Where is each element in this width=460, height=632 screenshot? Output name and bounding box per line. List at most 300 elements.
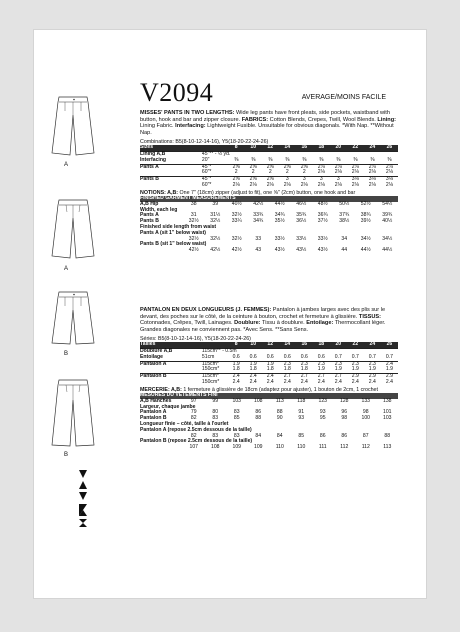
table-cell: 37¾: [339, 212, 350, 219]
table-cell: 86: [341, 432, 348, 439]
table-cell: Pantalon A: [140, 361, 202, 367]
table-cell: 3⅛: [364, 177, 381, 183]
table-cell: 2⅝: [262, 164, 279, 170]
table-cell: 14: [279, 342, 296, 348]
table-cell: Pants A (sit 1" below waist): [140, 229, 207, 236]
table-cell: 93: [298, 415, 305, 422]
description-fr: [140, 307, 398, 333]
table-cell: 20: [330, 342, 347, 348]
table-cell: 3: [296, 177, 313, 183]
table-cell: [140, 445, 162, 451]
table-cell: 115cm** - 0.5m: [201, 348, 237, 354]
table-cell: ⅜: [251, 156, 256, 163]
table-cell: 2⅝: [228, 177, 245, 183]
table-cell: 38: [190, 200, 197, 207]
table-cell: 0.7: [368, 353, 376, 360]
table-cell: 2⅛: [351, 181, 359, 188]
table-cell: 18: [313, 342, 330, 348]
table-cell: 2: [234, 169, 238, 176]
table-cell: 2.4: [385, 378, 393, 385]
table-cell: 0.7: [351, 353, 359, 360]
table-cell: 2.9: [381, 374, 398, 380]
table-cell: 2⅛: [300, 181, 308, 188]
table-cell: 86: [319, 432, 326, 439]
table-cell: 2⅝: [228, 164, 245, 170]
pants-a-front-sketch: [50, 95, 96, 157]
table-row: [140, 445, 398, 451]
table-cell: 37½: [317, 218, 328, 225]
table-cell: 113: [275, 397, 284, 404]
table-cell: 32½: [231, 235, 242, 242]
table-cell: 42½: [210, 247, 221, 254]
table-cell: ⅜: [370, 156, 375, 163]
table-cell: 34: [341, 235, 348, 242]
table-cell: 54½: [382, 200, 393, 207]
table-cell: 2⅛: [249, 181, 257, 188]
table-cell: 115cm*: [202, 361, 228, 367]
table-cell: 90: [276, 415, 283, 422]
table-cell: 24: [364, 342, 381, 348]
table-row: [140, 183, 398, 189]
table-cell: 1.8: [283, 366, 291, 373]
table-cell: 38½: [339, 218, 350, 225]
notions-text: 1 fermeture à glissière de 18cm (adaptez pour ajuster), 1 bouton de 2cm, 1 crochet: [181, 386, 378, 393]
difficulty-label: AVERAGE/MOINS FACILE: [301, 94, 386, 101]
table-cell: 2.4: [381, 361, 398, 367]
table-cell: 32½: [188, 235, 199, 242]
table-cell: 2.4: [368, 378, 376, 385]
table-cell: 12: [262, 145, 279, 151]
table-cell: 50½: [339, 200, 350, 207]
table-cell: 138: [383, 397, 392, 404]
yardage-table-fr: [140, 342, 398, 386]
table-cell: 2.7: [313, 374, 330, 380]
table-cell: 2⅛: [283, 181, 291, 188]
table-cell: 112: [340, 444, 349, 451]
notions-text: One 7" (18cm) zipper (adjust to fit), one ⅝" (2cm) button, one hook and bar: [178, 189, 356, 196]
table-cell: ⅜: [353, 156, 358, 163]
sketch-label: A: [64, 162, 69, 168]
table-cell: 8: [228, 145, 245, 151]
table-cell: [140, 183, 202, 189]
combinations-fr: Séries: B5(8-10-12-14-16), Y5(18-20-22-24-26): [140, 336, 251, 342]
table-cell: 0.7: [385, 353, 393, 360]
table-cell: 2⅛: [334, 181, 342, 188]
table-cell: 2.4: [300, 378, 308, 385]
table-cell: 33¾: [253, 212, 264, 219]
table-cell: Largeur, chaque jambe: [140, 403, 196, 410]
table-cell: Width, each leg: [140, 206, 178, 213]
table-cell: 107: [189, 444, 198, 451]
table-cell: 2⅛: [232, 181, 240, 188]
table-cell: 44: [341, 247, 348, 254]
table-cell: 0.6: [266, 353, 274, 360]
table-cell: 82: [190, 415, 197, 422]
table-cell: 43½: [317, 247, 328, 254]
lining-text: Tissu à doublure.: [260, 320, 307, 326]
table-cell: 2⅝: [296, 164, 313, 170]
table-cell: 2.4: [245, 374, 262, 380]
table-cell: 2.4: [249, 378, 257, 385]
measurements-table-en: [140, 196, 398, 254]
table-cell: ⅜: [336, 156, 341, 163]
table-cell: Interfacing: [140, 156, 167, 163]
combinations-en: Combinations: B5(8-10-12-14-16), Y5(18-20-22-24-26): [140, 139, 269, 145]
table-cell: 2.9: [364, 374, 381, 380]
table-cell: 32½: [210, 235, 221, 242]
table-cell: Entoilage: [140, 353, 163, 360]
lining-label: Doublure:: [234, 320, 261, 326]
table-cell: 2.3: [279, 361, 296, 367]
table-cell: 2⅝: [245, 164, 262, 170]
table-cell: ⅜: [268, 156, 273, 163]
table-cell: 2⅞: [364, 164, 381, 170]
table-cell: Pants B: [140, 177, 202, 183]
table-cell: 22: [347, 145, 364, 151]
table-cell: 2⅛: [385, 181, 393, 188]
table-cell: 1.9: [317, 366, 325, 373]
fabrics-text: Cotonnades, Crêpes, Twill, Lainages.: [140, 320, 235, 326]
table-cell: 109: [254, 444, 263, 451]
fabrics-label: FABRICS:: [241, 116, 269, 123]
table-cell: 1.9: [262, 361, 279, 367]
table-cell: 3: [313, 177, 330, 183]
table-cell: 3⅛: [347, 177, 364, 183]
table-cell: 2⅝: [279, 164, 296, 170]
table-cell: 33½: [274, 235, 285, 242]
table-cell: 2.4: [232, 378, 240, 385]
table-cell: 35¾: [296, 212, 307, 219]
table-cell: 40½: [231, 200, 242, 207]
table-cell: 96: [341, 409, 348, 416]
table-cell: 98: [362, 409, 369, 416]
table-cell: 108: [254, 397, 263, 404]
table-cell: 98: [341, 415, 348, 422]
yardage-table-en: [140, 145, 398, 189]
table-cell: 2.4: [283, 378, 291, 385]
table-cell: 2.7: [330, 374, 347, 380]
table-cell: 1.9: [334, 366, 342, 373]
table-cell: Pants B: [140, 218, 159, 225]
french-section: [140, 307, 398, 451]
table-cell: 112: [361, 444, 370, 451]
table-cell: 34½: [360, 235, 371, 242]
table-cell: 2.4: [266, 378, 274, 385]
table-cell: 103: [383, 415, 392, 422]
table-cell: 2⅛: [334, 169, 342, 176]
lining-label: Lining:: [377, 116, 396, 123]
pants-a-back-sketch: [50, 198, 96, 260]
table-cell: [162, 248, 184, 254]
table-cell: 16: [296, 145, 313, 151]
table-cell: 110: [275, 444, 284, 451]
table-cell: 39: [212, 200, 219, 207]
table-cell: 34¾: [253, 218, 264, 225]
table-cell: 83: [212, 432, 219, 439]
table-cell: 18: [313, 145, 330, 151]
table-cell: 1.8: [249, 366, 257, 373]
table-row: [140, 380, 398, 386]
table-cell: 2: [251, 169, 255, 176]
table-cell: 80: [212, 409, 219, 416]
table-cell: A,B Hip: [140, 200, 159, 207]
table-cell: 101: [383, 409, 392, 416]
table-cell: 33½: [317, 235, 328, 242]
table-cell: 88: [384, 432, 391, 439]
table-cell: 43½: [274, 247, 285, 254]
table-cell: 2⅛: [317, 169, 325, 176]
table-cell: 133: [361, 397, 370, 404]
table-cell: 32½: [188, 218, 199, 225]
table-cell: 42½: [231, 247, 242, 254]
table-cell: 2.7: [279, 374, 296, 380]
table-cell: 33¼: [231, 218, 242, 225]
table-cell: 2.4: [351, 378, 359, 385]
table-cell: 88: [276, 409, 283, 416]
table-cell: ⅜: [302, 156, 307, 163]
table-cell: 85: [298, 432, 305, 439]
table-cell: 52½: [360, 200, 371, 207]
pattern-header: [140, 78, 390, 108]
table-cell: 2⅝: [245, 177, 262, 183]
table-cell: 3: [330, 177, 347, 183]
table-cell: ⅜: [285, 156, 290, 163]
table-cell: 2: [285, 169, 289, 176]
interfacing-text: Thermocollant léger. Grandes diagonales ne conviennent pas. *Avec Sens. **Sans Sens.: [140, 320, 386, 333]
table-cell: 2.9: [347, 374, 364, 380]
table-cell: 2.3: [347, 361, 364, 367]
table-cell: 1.8: [266, 366, 274, 373]
table-cell: 2⅛: [368, 169, 376, 176]
notions-label: MERCERIE: A,B:: [140, 386, 182, 393]
table-cell: 10: [245, 342, 262, 348]
table-cell: Longueur finie – côté, taille à l'ourlet: [140, 420, 229, 427]
interfacing-text: Lightweight Fusible. Unsuitable for obvious diagonals. *With Nap. **Without Nap.: [140, 123, 394, 136]
table-cell: 48½: [317, 200, 328, 207]
table-cell: 87: [362, 432, 369, 439]
table-cell: 2.3: [296, 361, 313, 367]
section-title: MESURES DU VÊTEMENTS FINI: [140, 393, 398, 399]
table-cell: 84: [255, 432, 262, 439]
table-cell: 97: [190, 397, 197, 404]
table-cell: 16: [296, 342, 313, 348]
table-cell: 109: [232, 444, 241, 451]
table-cell: 1.9: [368, 366, 376, 373]
description-heading: MISSES' PANTS IN TWO LENGTHS:: [140, 110, 235, 116]
table-cell: ⅜: [319, 156, 324, 163]
table-cell: Tailles: [140, 342, 202, 348]
table-cell: 110: [297, 444, 306, 451]
table-cell: Finished side length from waist: [140, 223, 217, 230]
table-cell: 2: [268, 169, 272, 176]
table-cell: ⅜: [387, 156, 392, 163]
table-cell: Pantalon A: [140, 409, 167, 416]
description-text: Wide leg pants have front pleats, side pockets, waistband with button, hook and bar and zipper closure.: [140, 110, 390, 123]
pants-b-front-sketch: [50, 290, 96, 346]
table-cell: 0.6: [317, 353, 325, 360]
table-cell: 2.7: [296, 374, 313, 380]
table-cell: 60"*: [201, 169, 212, 176]
table-cell: 2.4: [262, 374, 279, 380]
interfacing-label: Entoilage:: [306, 320, 334, 326]
table-cell: 82: [190, 432, 197, 439]
table-cell: 2⅞: [347, 164, 364, 170]
table-cell: Doublure A,B: [140, 349, 202, 355]
measurements-table-fr: [140, 393, 398, 451]
table-cell: 51cm: [201, 353, 215, 360]
table-cell: Sizes: [140, 145, 202, 151]
table-cell: 42½: [188, 247, 199, 254]
table-cell: 2⅞: [330, 164, 347, 170]
table-cell: [140, 248, 162, 254]
table-cell: [140, 380, 202, 386]
table-cell: 2⅞: [313, 164, 330, 170]
table-cell: 35½: [274, 218, 285, 225]
section-title: FINISHED GARMENT MEASUREMENTS: [140, 196, 398, 202]
table-cell: Lining A,B: [140, 152, 202, 158]
table-cell: 31: [190, 212, 197, 219]
table-cell: 83: [212, 415, 219, 422]
table-cell: 14: [279, 145, 296, 151]
table-cell: [162, 445, 184, 451]
table-cell: 26: [381, 342, 398, 348]
table-cell: 33½: [296, 235, 307, 242]
pants-b-back-sketch: [50, 378, 96, 448]
table-cell: 44½: [274, 200, 285, 207]
table-cell: 26: [381, 145, 398, 151]
table-cell: 2.3: [330, 361, 347, 367]
table-cell: 2.4: [317, 378, 325, 385]
interfacing-label: Interfacing:: [175, 123, 206, 129]
table-cell: 115cm*: [202, 374, 228, 380]
table-cell: 2.4: [334, 378, 342, 385]
lining-text: Lining Fabric.: [140, 123, 176, 129]
table-cell: 40½: [382, 218, 393, 225]
table-cell: 0.6: [283, 353, 291, 360]
table-cell: 31½: [210, 212, 221, 219]
table-cell: 3: [279, 177, 296, 183]
table-cell: 12: [262, 342, 279, 348]
table-cell: 2.3: [364, 361, 381, 367]
table-cell: 91: [298, 409, 305, 416]
table-cell: 46½: [296, 200, 307, 207]
table-cell: 45"*: [202, 164, 228, 170]
table-cell: 83: [233, 409, 240, 416]
notions-label: NOTIONS: A,B:: [140, 189, 179, 196]
table-cell: Pants A: [140, 212, 159, 219]
table-cell: 60"*: [201, 181, 212, 188]
table-cell: 2⅛: [351, 169, 359, 176]
table-cell: 0.7: [334, 353, 342, 360]
table-cell: 20": [201, 156, 210, 163]
table-cell: 85: [233, 415, 240, 422]
description-text: Pantalon à jambes larges avec des plis sur le devant, des poches sur le côté, de la ceinture à bouton, crochet et fermeture à glissière.: [140, 307, 386, 320]
table-cell: 118: [297, 397, 306, 404]
table-cell: 108: [211, 444, 220, 451]
table-cell: 34¾: [274, 212, 285, 219]
table-cell: 32½: [231, 212, 242, 219]
table-cell: 43½: [296, 247, 307, 254]
table-cell: 42½: [253, 200, 264, 207]
pattern-number: V2094: [140, 78, 214, 107]
english-section: [140, 110, 398, 254]
table-cell: 111: [318, 444, 327, 451]
table-cell: 2.4: [228, 374, 245, 380]
table-cell: 95: [319, 415, 326, 422]
table-cell: 2⅛: [266, 181, 274, 188]
table-cell: Pantalon B (repose 2.5cm dessous de la taille): [140, 438, 253, 445]
table-cell: 0.6: [300, 353, 308, 360]
sketch-label: B: [64, 351, 69, 357]
table-cell: 44½: [382, 247, 393, 254]
table-cell: 84: [276, 432, 283, 439]
table-cell: 113: [383, 444, 392, 451]
description-heading: PANTALON EN DEUX LONGUEURS (J. FEMMES):: [140, 307, 272, 313]
table-cell: 150cm*: [201, 378, 220, 385]
table-cell: 36¾: [317, 212, 328, 219]
table-cell: 2⅛: [368, 181, 376, 188]
table-cell: 38¾: [360, 212, 371, 219]
table-cell: 100: [361, 415, 370, 422]
table-cell: 1.9: [385, 366, 393, 373]
table-cell: 22: [347, 342, 364, 348]
table-cell: 33: [255, 235, 262, 242]
table-cell: Pantalon B: [140, 415, 167, 422]
table-cell: 45"*: [202, 177, 228, 183]
table-cell: 79: [190, 409, 197, 416]
table-cell: 8: [228, 342, 245, 348]
table-cell: 0.6: [232, 353, 240, 360]
table-cell: 83: [233, 432, 240, 439]
table-cell: 39½: [360, 218, 371, 225]
table-cell: 2⅞: [381, 164, 398, 170]
table-cell: 2⅛: [317, 181, 325, 188]
table-cell: 103: [232, 397, 241, 404]
table-cell: 99: [212, 397, 219, 404]
table-cell: 93: [319, 409, 326, 416]
symbol-marks: [78, 468, 88, 528]
table-cell: 2: [302, 169, 306, 176]
table-cell: 1.8: [232, 366, 240, 373]
table-cell: Pantalon B: [140, 374, 202, 380]
table-row: [140, 248, 398, 254]
table-cell: 45"** - ½ yd.: [201, 151, 231, 157]
table-cell: 34½: [382, 235, 393, 242]
fabrics-label: TISSUS:: [358, 313, 381, 320]
table-cell: Pantalon A (repose 2.5cm dessous de la taille): [140, 426, 252, 433]
table-cell: 32½: [210, 218, 221, 225]
table-cell: 43: [255, 247, 262, 254]
table-cell: 44½: [360, 247, 371, 254]
table-cell: 1.9: [228, 361, 245, 367]
table-cell: 20: [330, 145, 347, 151]
table-cell: 86: [255, 409, 262, 416]
table-cell: 2⅛: [385, 169, 393, 176]
table-cell: 10: [245, 145, 262, 151]
table-cell: 36½: [296, 218, 307, 225]
table-cell: Pants A: [140, 164, 202, 170]
fabrics-text: Cotton Blends, Crepes, Twill, Wool Blends.: [268, 116, 378, 123]
table-cell: 1.9: [351, 366, 359, 373]
table-cell: 123: [318, 397, 327, 404]
table-cell: 39¾: [382, 212, 393, 219]
sketch-label: A: [64, 266, 69, 272]
table-cell: 24: [364, 145, 381, 151]
table-cell: 2.3: [313, 361, 330, 367]
table-cell: 1.8: [300, 366, 308, 373]
table-cell: 3⅛: [381, 177, 398, 183]
sketch-label: B: [64, 452, 69, 458]
